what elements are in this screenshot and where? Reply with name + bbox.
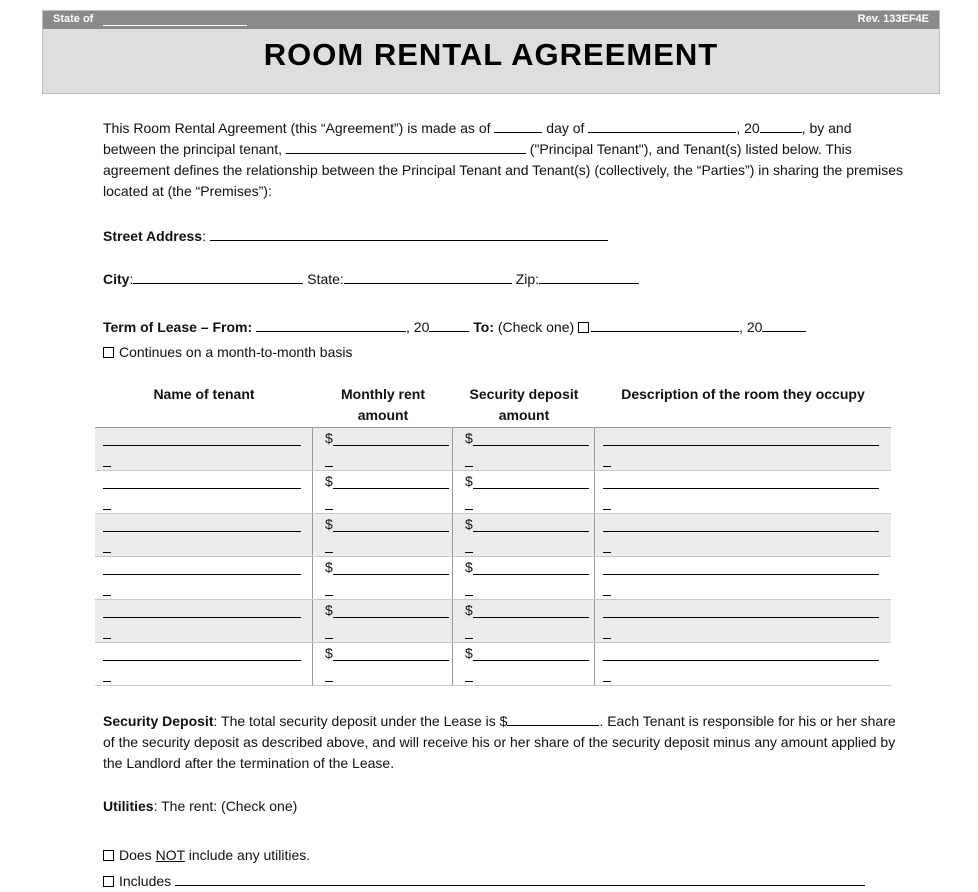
table-row	[95, 514, 891, 557]
utilities-text: The rent: (Check one)	[161, 798, 298, 814]
agreement-month-field[interactable]	[588, 118, 736, 133]
header-monthly-rent-line1: Monthly rent	[341, 386, 425, 402]
room-description-cell	[595, 643, 891, 685]
utilities-label: Utilities	[103, 798, 154, 814]
room-description-cell	[595, 471, 891, 513]
header-strip	[43, 11, 939, 29]
tenant-name-cell	[95, 557, 313, 599]
monthly-rent-cell	[313, 514, 453, 556]
intro-line-2	[103, 139, 883, 160]
includes-label: Includes	[119, 873, 172, 889]
header-security-deposit-line1: Security deposit	[469, 386, 579, 402]
fill-in-line[interactable]	[333, 531, 449, 532]
fill-in-line-continuation[interactable]	[465, 552, 473, 553]
fill-in-line-continuation[interactable]	[603, 552, 611, 553]
fill-in-line[interactable]	[473, 574, 589, 575]
fill-in-line[interactable]	[103, 445, 301, 446]
utilities-not-text: NOT	[155, 847, 185, 863]
revision-code: Rev. 133EF4E	[857, 13, 929, 25]
lease-to-date-field[interactable]	[591, 317, 739, 332]
fill-in-line[interactable]	[603, 488, 879, 489]
fill-in-line[interactable]	[603, 531, 879, 532]
table-row	[95, 471, 891, 514]
fill-in-line[interactable]	[603, 617, 879, 618]
fill-in-line[interactable]	[103, 617, 301, 618]
city-row: City: State: Zip:	[103, 269, 883, 290]
fill-in-line[interactable]	[603, 445, 879, 446]
utilities-option-none	[103, 845, 883, 866]
street-address-label: Street Address	[103, 228, 203, 244]
table-row	[95, 643, 891, 686]
fill-in-line-continuation[interactable]	[603, 466, 611, 467]
fill-in-line-continuation[interactable]	[465, 638, 473, 639]
intro-text: , 20	[736, 120, 760, 136]
security-deposit-line-3: the Landlord after the termination of the Lease.	[103, 755, 395, 771]
fill-in-line[interactable]	[103, 574, 301, 575]
intro-text: day of	[546, 120, 585, 136]
tenant-name-cell	[95, 643, 313, 685]
fill-in-line-continuation[interactable]	[603, 595, 611, 596]
principal-tenant-field[interactable]	[286, 139, 526, 154]
monthly-rent-cell	[313, 643, 453, 685]
fill-in-line-continuation[interactable]	[103, 509, 111, 510]
table-body	[95, 427, 891, 686]
monthly-rent-cell	[313, 428, 453, 470]
tenant-name-cell	[95, 471, 313, 513]
fill-in-line-continuation[interactable]	[325, 638, 333, 639]
zip-field[interactable]	[539, 269, 639, 284]
security-deposit-cell	[453, 643, 595, 685]
to-label: To:	[473, 319, 494, 335]
fill-in-line-continuation[interactable]	[103, 595, 111, 596]
tenant-name-cell	[95, 600, 313, 642]
currency-symbol: $	[465, 516, 473, 532]
security-deposit-cell	[453, 471, 595, 513]
month-to-month-label: Continues on a month-to-month basis	[119, 344, 353, 360]
tenant-table	[95, 384, 891, 661]
fill-in-line[interactable]	[603, 574, 879, 575]
state-field[interactable]	[103, 25, 247, 26]
intro-text: , by and	[801, 120, 852, 136]
currency-symbol: $	[325, 473, 333, 489]
table-row	[95, 428, 891, 471]
fill-in-line[interactable]	[603, 660, 879, 661]
fill-in-line[interactable]	[333, 617, 449, 618]
month-to-month-row	[103, 342, 883, 363]
page-title: ROOM RENTAL AGREEMENT	[263, 37, 719, 72]
state-label-address: State:	[307, 271, 344, 287]
table-row	[95, 557, 891, 600]
header-security-deposit-line2: amount	[498, 407, 550, 423]
street-address-field[interactable]	[210, 226, 608, 241]
state-label: State of	[53, 13, 94, 25]
fill-in-line[interactable]	[473, 660, 589, 661]
security-deposit-cell	[453, 428, 595, 470]
fill-in-line-continuation[interactable]	[603, 509, 611, 510]
lease-from-date-field[interactable]	[256, 317, 406, 332]
fill-in-line-continuation[interactable]	[325, 595, 333, 596]
intro-line-1	[103, 118, 883, 139]
lease-to-year-field[interactable]	[762, 317, 806, 332]
fill-in-line[interactable]	[473, 488, 589, 489]
table-header	[95, 384, 891, 428]
room-description-cell	[595, 514, 891, 556]
intro-text: between the principal tenant,	[103, 141, 283, 157]
fill-in-line-continuation[interactable]	[103, 466, 111, 467]
fixed-term-checkbox[interactable]	[578, 322, 589, 333]
security-deposit-paragraph	[103, 711, 896, 774]
agreement-day-field[interactable]	[494, 118, 542, 133]
currency-symbol: $	[465, 473, 473, 489]
fill-in-line[interactable]	[333, 660, 449, 661]
table-row	[95, 600, 891, 643]
fill-in-line-continuation[interactable]	[603, 638, 611, 639]
fill-in-line[interactable]	[473, 445, 589, 446]
monthly-rent-cell	[313, 471, 453, 513]
monthly-rent-cell	[313, 557, 453, 599]
fill-in-line[interactable]	[103, 531, 301, 532]
month-to-month-checkbox[interactable]	[103, 347, 114, 358]
intro-text: ("Principal Tenant"), and Tenant(s) listed below. This	[529, 141, 852, 157]
fill-in-line[interactable]	[103, 488, 301, 489]
intro-line-4: located at (the “Premises”):	[103, 183, 272, 199]
utilities-option-text: Does	[119, 847, 152, 863]
fill-in-line-continuation[interactable]	[103, 552, 111, 553]
fill-in-line-continuation[interactable]	[325, 509, 333, 510]
term-year-prefix: , 20	[739, 319, 763, 335]
term-label: Term of Lease – From:	[103, 319, 253, 335]
tenant-name-cell	[95, 428, 313, 470]
term-row	[103, 317, 883, 338]
security-deposit-text: The total security deposit under the Lease is $	[221, 713, 508, 729]
currency-symbol: $	[325, 430, 333, 446]
city-field[interactable]	[133, 269, 303, 284]
room-description-cell	[595, 557, 891, 599]
security-deposit-label: Security Deposit	[103, 713, 214, 729]
header-monthly-rent	[313, 384, 453, 426]
form-header	[42, 10, 940, 94]
fill-in-line-continuation[interactable]	[603, 681, 611, 682]
monthly-rent-cell	[313, 600, 453, 642]
intro-paragraph	[103, 118, 903, 202]
includes-utilities-checkbox[interactable]	[103, 876, 114, 887]
fill-in-line-continuation[interactable]	[325, 681, 333, 682]
fill-in-line-continuation[interactable]	[465, 595, 473, 596]
currency-symbol: $	[465, 430, 473, 446]
intro-text: This Room Rental Agreement (this “Agreement”) is made as of	[103, 120, 491, 136]
header-monthly-rent-line2: amount	[357, 407, 409, 423]
fill-in-line-continuation[interactable]	[465, 681, 473, 682]
security-deposit-cell	[453, 600, 595, 642]
tenant-name-cell	[95, 514, 313, 556]
street-address-row: Street Address:	[103, 226, 883, 247]
fill-in-line[interactable]	[333, 574, 449, 575]
term-year-prefix: , 20	[406, 319, 430, 335]
fill-in-line-continuation[interactable]	[103, 681, 111, 682]
fill-in-line-continuation[interactable]	[465, 509, 473, 510]
header-security-deposit	[453, 384, 595, 426]
security-deposit-text: . Each Tenant is responsible for his or her share	[599, 713, 896, 729]
fill-in-line-continuation[interactable]	[325, 552, 333, 553]
currency-symbol: $	[325, 559, 333, 575]
room-description-cell	[595, 428, 891, 470]
security-deposit-cell	[453, 557, 595, 599]
fill-in-line[interactable]	[333, 488, 449, 489]
included-utilities-field[interactable]	[175, 871, 865, 886]
currency-symbol: $	[325, 645, 333, 661]
fill-in-line-continuation[interactable]	[465, 466, 473, 467]
total-security-deposit-field[interactable]	[507, 711, 599, 726]
currency-symbol: $	[465, 645, 473, 661]
security-deposit-line-2: of the security deposit as described above, and will receive his or her share of the security deposit minus any amount applied by	[103, 734, 896, 750]
state-field-address[interactable]	[344, 269, 512, 284]
currency-symbol: $	[325, 516, 333, 532]
currency-symbol: $	[465, 602, 473, 618]
security-deposit-cell	[453, 514, 595, 556]
city-label: City	[103, 271, 130, 287]
currency-symbol: $	[325, 602, 333, 618]
utilities-option-includes	[103, 871, 883, 892]
intro-line-3: agreement defines the relationship between the Principal Tenant and Tenant(s) (collectively, the “Parties”) in sharing the premises	[103, 162, 903, 178]
fill-in-line[interactable]	[333, 445, 449, 446]
header-room-description: Description of the room they occupy	[621, 386, 865, 402]
lease-from-year-field[interactable]	[429, 317, 469, 332]
utilities-option-text: include any utilities.	[188, 847, 311, 863]
currency-symbol: $	[465, 559, 473, 575]
fill-in-line-continuation[interactable]	[325, 466, 333, 467]
fill-in-line[interactable]	[473, 617, 589, 618]
header-name-of-tenant: Name of tenant	[153, 386, 255, 402]
agreement-year-field[interactable]	[760, 118, 802, 133]
fill-in-line-continuation[interactable]	[103, 638, 111, 639]
check-one-text: (Check one)	[497, 319, 575, 335]
utilities-row: Utilities: The rent: (Check one)	[103, 798, 298, 814]
zip-label: Zip:	[515, 271, 540, 287]
no-utilities-checkbox[interactable]	[103, 850, 114, 861]
security-deposit-line-1: Security Deposit: The total security deposit under the Lease is $ . Each Tenant is responsible for his or her share	[103, 713, 896, 729]
room-description-cell	[595, 600, 891, 642]
fill-in-line[interactable]	[103, 660, 301, 661]
fill-in-line[interactable]	[473, 531, 589, 532]
